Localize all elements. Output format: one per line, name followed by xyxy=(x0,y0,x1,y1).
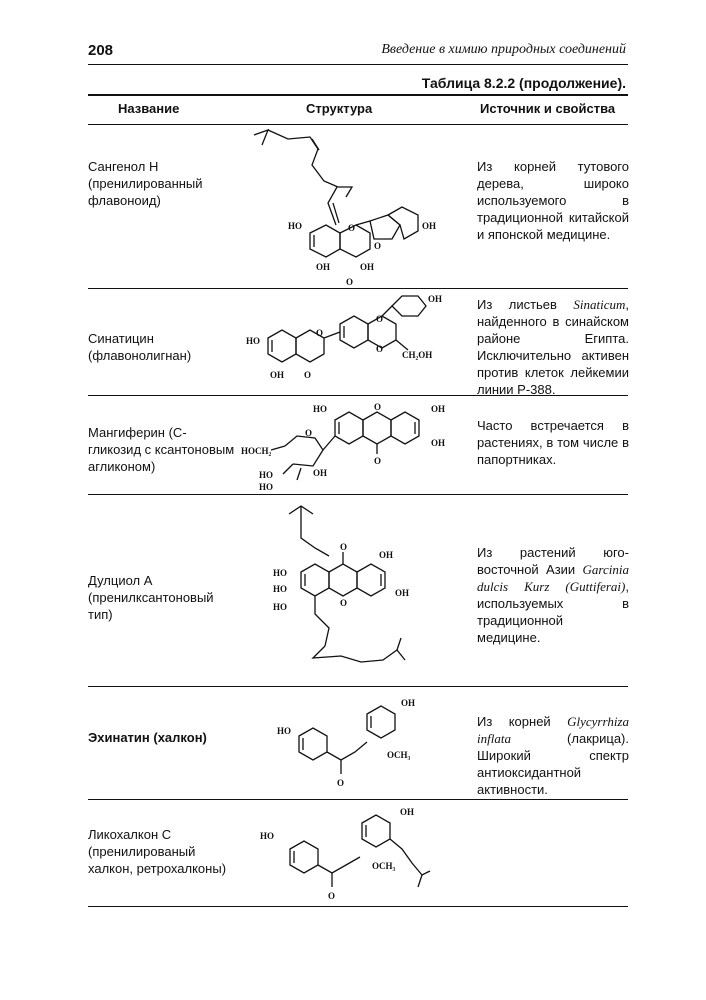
source-echinatin-text-2: (лакрица). Широкий спектр антиоксидантной активности. xyxy=(477,731,629,797)
sangenol-label-oh-right: OH xyxy=(422,221,437,231)
table-bottom-rule xyxy=(88,906,628,907)
mangiferin-label-o-keto: O xyxy=(374,456,382,466)
dulciol-label-ho-2: HO xyxy=(273,584,288,594)
sinaticin-label-ch2oh: CH₂OH xyxy=(402,350,433,360)
sangenol-label-oh-bottom: OH xyxy=(316,262,331,272)
row-rule-3 xyxy=(88,494,628,495)
sinaticin-label-o-ring: O xyxy=(316,328,324,338)
source-sinaticin-text-2: , найденного в синайском районе Египта. Исключительно активен против клеток лейкемии линии P-388. xyxy=(477,297,629,397)
mangiferin-label-ho-sugar1: HO xyxy=(259,470,274,480)
structure-mangiferin xyxy=(235,398,455,498)
source-sangenol: Из корней тутового дерева, широко используемого в традиционной китайской и японской медицине. xyxy=(477,159,629,242)
mangiferin-label-oh-top: OH xyxy=(431,404,446,414)
sinaticin-label-oh-bottom: OH xyxy=(270,370,285,380)
dulciol-label-oh-top: OH xyxy=(379,550,394,560)
source-dulciol-text-1: Из растений юго-восточной Азии xyxy=(477,545,629,577)
source-sinaticin-species: Sinaticum xyxy=(573,297,626,312)
sinaticin-label-ho: HO xyxy=(246,336,261,346)
structure-sinaticin xyxy=(240,292,443,392)
dulciol-label-ho-3: HO xyxy=(273,602,288,612)
mangiferin-label-o-ring: O xyxy=(374,402,382,412)
table-caption: Таблица 8.2.2 (продолжение). xyxy=(421,75,626,91)
running-title: Введение в химию природных соединений xyxy=(381,42,626,57)
structure-licochalcone xyxy=(250,805,470,915)
source-mangiferin: Часто встречается в растениях, в том числе в папортниках. xyxy=(477,418,629,467)
source-sinaticin xyxy=(477,296,629,398)
source-dulciol-text-2: , используемых в традиционной медицине. xyxy=(477,579,629,645)
col-head-structure: Структура xyxy=(306,101,373,116)
structure-echinatin xyxy=(255,694,455,794)
echinatin-label-ho: HO xyxy=(277,726,292,736)
sinaticin-label-o-diox1: O xyxy=(376,314,384,324)
source-echinatin-text-1: Из корней xyxy=(477,714,568,729)
compound-name-sangenol: Сангенол Н (пренилированный флавоноид) xyxy=(88,159,203,208)
compound-name-echinatin: Эхинатин (халкон) xyxy=(88,730,207,745)
echinatin-label-o-keto: O xyxy=(337,778,345,788)
sangenol-label-o-ring: O xyxy=(348,223,356,233)
compound-name-dulciol: Дулциол А (пренилксантоновый тип) xyxy=(88,573,214,622)
sangenol-label-ho-left: HO xyxy=(288,221,303,231)
mangiferin-label-hoch2: HOCH₂ xyxy=(241,446,272,456)
col-head-source: Источник и свойства xyxy=(480,101,616,116)
dulciol-label-oh-right: OH xyxy=(395,588,410,598)
sinaticin-label-o-diox2: O xyxy=(376,344,384,354)
echinatin-label-och3: OCH₃ xyxy=(387,750,411,760)
dulciol-label-o-keto: O xyxy=(340,542,348,552)
row-rule-1 xyxy=(88,288,628,289)
sinaticin-label-oh-top: OH xyxy=(428,294,443,304)
row-rule-4 xyxy=(88,686,628,687)
dulciol-label-o-ring: O xyxy=(340,598,348,608)
licochalcone-label-ho: HO xyxy=(260,831,275,841)
echinatin-label-oh: OH xyxy=(401,698,416,708)
source-dulciol-species: Garcinia dulcis Kurz (Guttiferai) xyxy=(477,562,629,594)
page-number: 208 xyxy=(88,42,114,59)
source-dulciol xyxy=(477,544,629,646)
source-sinaticin-text-1: Из листьев xyxy=(477,297,574,312)
compound-name-licochalcone: Ликохалкон С (пренилированый халкон, ретрохалконы) xyxy=(88,827,227,876)
compound-name-mangiferin: Мангиферин (C-гликозид с ксантоновым агликоном) xyxy=(88,425,235,474)
licochalcone-label-o-keto: O xyxy=(328,891,336,901)
dulciol-label-ho-1: HO xyxy=(273,568,288,578)
structure-dulciol xyxy=(255,498,455,678)
source-echinatin-species: Glycyrrhiza inflata xyxy=(477,714,629,746)
sangenol-label-oh-mid: OH xyxy=(360,262,375,272)
sinaticin-label-o-keto: O xyxy=(304,370,312,380)
sangenol-label-o-furan: O xyxy=(374,241,382,251)
structure-sangenol xyxy=(240,125,440,295)
row-rule-5 xyxy=(88,799,628,800)
compound-name-sinaticin: Синатицин (флавонолигнан) xyxy=(88,331,192,363)
row-rule-2 xyxy=(88,395,628,396)
mangiferin-label-ho-top: HO xyxy=(313,404,328,414)
table-top-rule xyxy=(88,94,628,96)
mangiferin-label-oh-sugar: OH xyxy=(313,468,328,478)
col-head-name: Название xyxy=(118,101,180,116)
mangiferin-label-oh-right: OH xyxy=(431,438,446,448)
mangiferin-label-ho-sugar2: HO xyxy=(259,482,274,492)
mangiferin-label-o-sugar: O xyxy=(305,428,313,438)
licochalcone-label-oh: OH xyxy=(400,807,415,817)
licochalcone-label-och3: OCH₃ xyxy=(372,861,396,871)
source-echinatin xyxy=(477,713,629,798)
header-rule xyxy=(88,64,628,65)
sangenol-label-o-keto: O xyxy=(346,277,354,287)
